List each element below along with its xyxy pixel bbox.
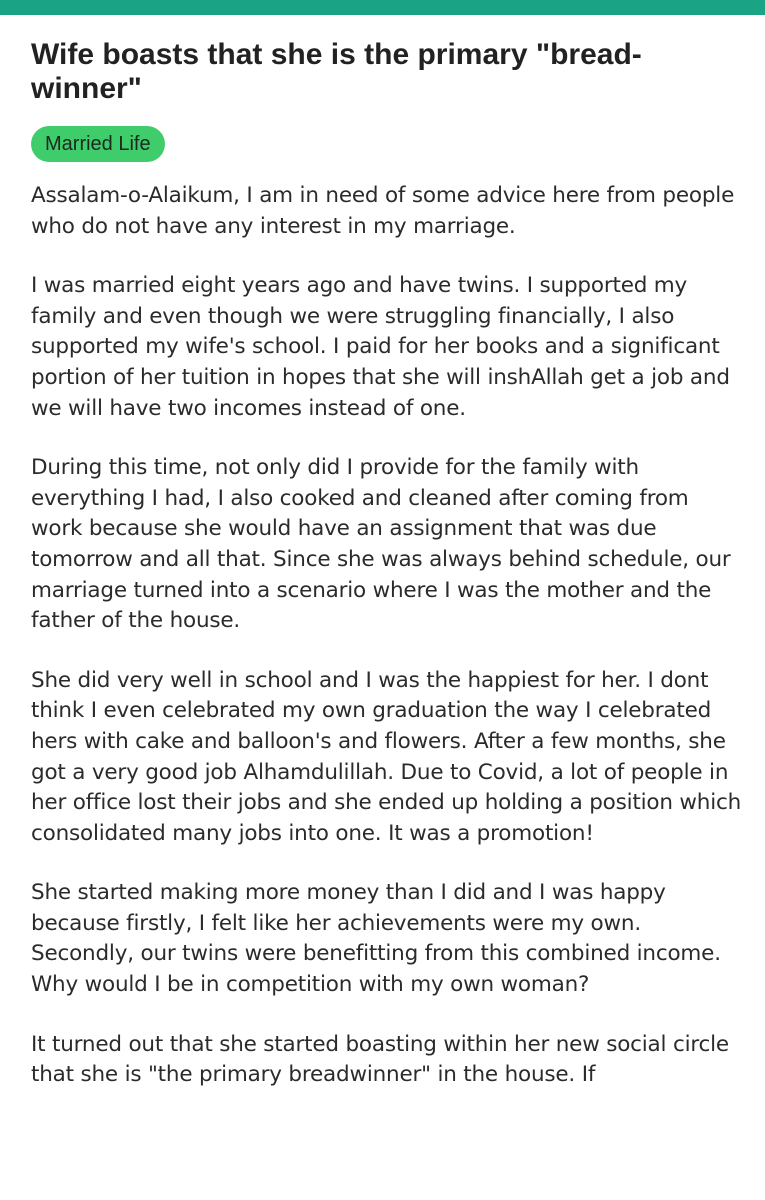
post-paragraph: Assalam-o-Alaikum, I am in need of some advice here from people who do not have any interest in my marriage. [31, 183, 735, 239]
post-body [31, 181, 743, 1091]
post-paragraph: She did very well in school and I was the happiest for her. I dont think I even celebrated my own graduation the way I celebrated hers with cake and balloon's and flowers. After a few months, she got a very good job Alhamdulillah. Due to Covid, a lot of people in her office lost their jobs and she ended up holding a position which consolidated many jobs into one. It was a promotion! [31, 667, 742, 846]
post-paragraph: She started making more money than I did and I was happy because firstly, I felt like her achievements were my own. Secondly, our twins were benefitting from this combined income. Why would I be in competition with my own woman? [31, 880, 721, 998]
post-title: Wife boasts that she is the primary "bread-winner" [31, 38, 642, 105]
post-content [31, 38, 743, 1120]
post-paragraph: It turned out that she started boasting within her new social circle that she is "the primary breadwinner" in the house. If [31, 1031, 729, 1088]
top-app-bar [0, 0, 765, 15]
post-paragraph: During this time, not only did I provide for the family with everything I had, I also cooked and cleaned after coming from work because she would have an assignment that was due tomorrow and all that. Since she was always behind schedule, our marriage turned into a scenario where I was the mother and the father of the house. [31, 455, 731, 634]
post-paragraph: I was married eight years ago and have twins. I supported my family and even though we were struggling financially, I also supported my wife's school. I paid for her books and a significant portion of her tuition in hopes that she will inshAllah get a job and we will have two incomes instead of one. [31, 273, 730, 421]
category-tag-married-life[interactable]: Married Life [31, 126, 165, 162]
